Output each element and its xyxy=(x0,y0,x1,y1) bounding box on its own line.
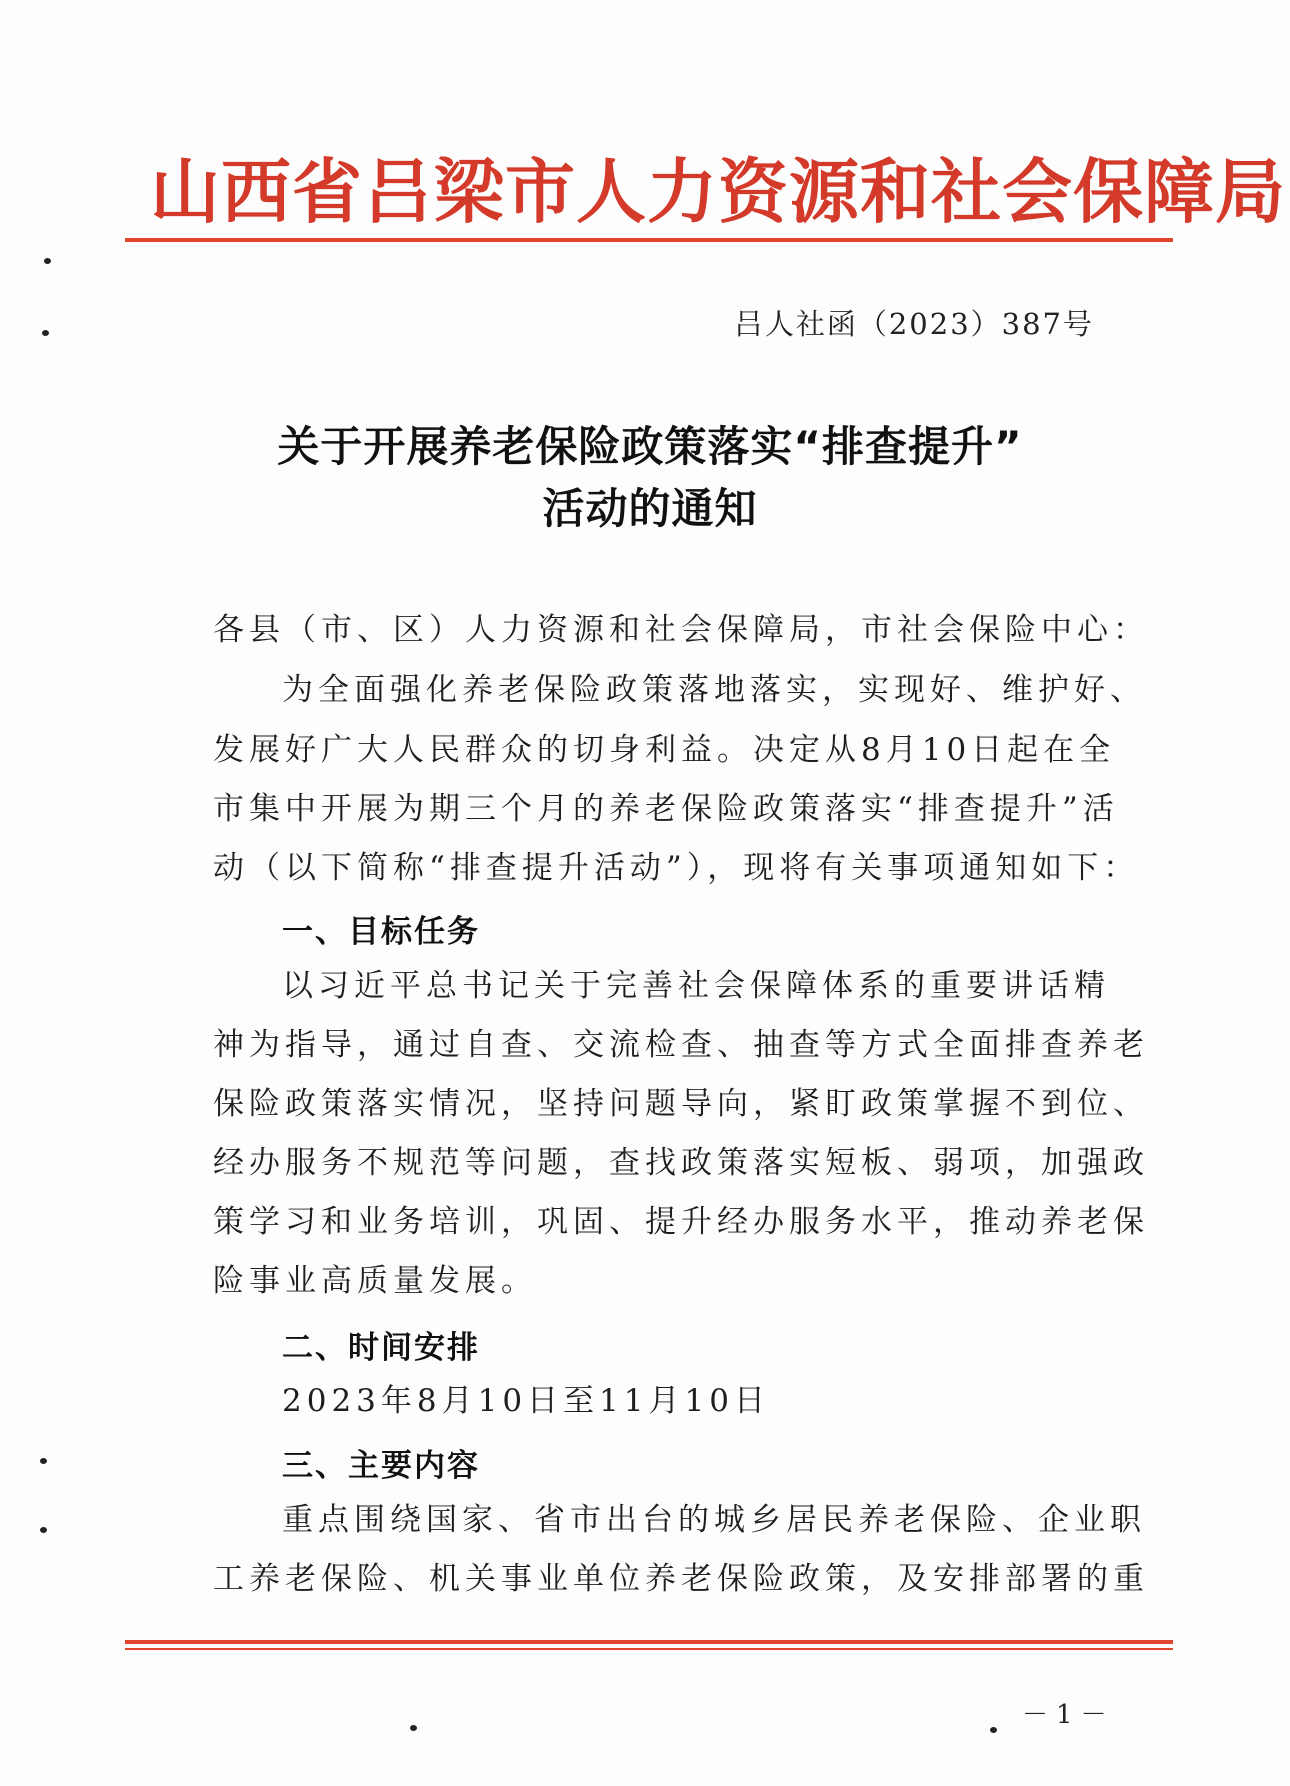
paragraph-line: 经办服务不规范等问题，查找政策落实短板、弱项，加强政 xyxy=(213,1145,1149,1181)
scan-speck xyxy=(44,258,51,264)
paragraph-line: 市集中开展为期三个月的养老保险政策落实“排查提升”活 xyxy=(213,791,1119,827)
footer-red-rule xyxy=(125,1640,1173,1644)
page-number: －1－ xyxy=(1022,1700,1115,1730)
paragraph-line: 策学习和业务培训，巩固、提升经办服务水平，推动养老保 xyxy=(213,1204,1149,1240)
paragraph-line: 险事业高质量发展。 xyxy=(213,1263,537,1299)
scan-speck xyxy=(42,330,49,336)
section-heading: 三、主要内容 xyxy=(282,1448,480,1484)
paragraph-line: 保险政策落实情况，坚持问题导向，紧盯政策掌握不到位、 xyxy=(213,1086,1149,1122)
paragraph-line: 以习近平总书记关于完善社会保障体系的重要讲话精 xyxy=(282,968,1110,1004)
scan-speck xyxy=(40,1527,47,1533)
paragraph-line: 动（以下简称“排查提升活动”），现将有关事项通知如下： xyxy=(213,850,1140,886)
scan-speck xyxy=(410,1725,417,1731)
paragraph-line: 2023年8月10日至11月10日 xyxy=(282,1383,770,1419)
scan-speck xyxy=(990,1727,997,1733)
scan-speck xyxy=(40,1458,47,1464)
footer-red-rule-thin xyxy=(125,1648,1173,1650)
letterhead-red-rule xyxy=(125,238,1173,242)
document-title-line-2: 活动的通知 xyxy=(542,484,758,533)
paragraph-line: 神为指导，通过自查、交流检查、抽查等方式全面排查养老 xyxy=(213,1027,1149,1063)
document-title-line-1: 关于开展养老保险政策落实“排查提升” xyxy=(277,422,1023,471)
agency-letterhead: 山西省吕梁市人力资源和社会保障局 xyxy=(150,150,1286,233)
document-number: 吕人社函（2023）387号 xyxy=(733,307,1094,341)
paragraph-line: 为全面强化养老保险政策落地落实，实现好、维护好、 xyxy=(282,672,1146,708)
paragraph-line: 工养老保险、机关事业单位养老保险政策，及安排部署的重 xyxy=(213,1561,1149,1597)
section-heading: 一、目标任务 xyxy=(282,914,480,950)
paragraph-line: 重点围绕国家、省市出台的城乡居民养老保险、企业职 xyxy=(282,1502,1146,1538)
paragraph-line: 发展好广大人民群众的切身利益。决定从8月10日起在全 xyxy=(213,732,1116,768)
addressee: 各县（市、区）人力资源和社会保障局，市社会保险中心： xyxy=(213,612,1149,648)
section-heading: 二、时间安排 xyxy=(282,1330,480,1366)
